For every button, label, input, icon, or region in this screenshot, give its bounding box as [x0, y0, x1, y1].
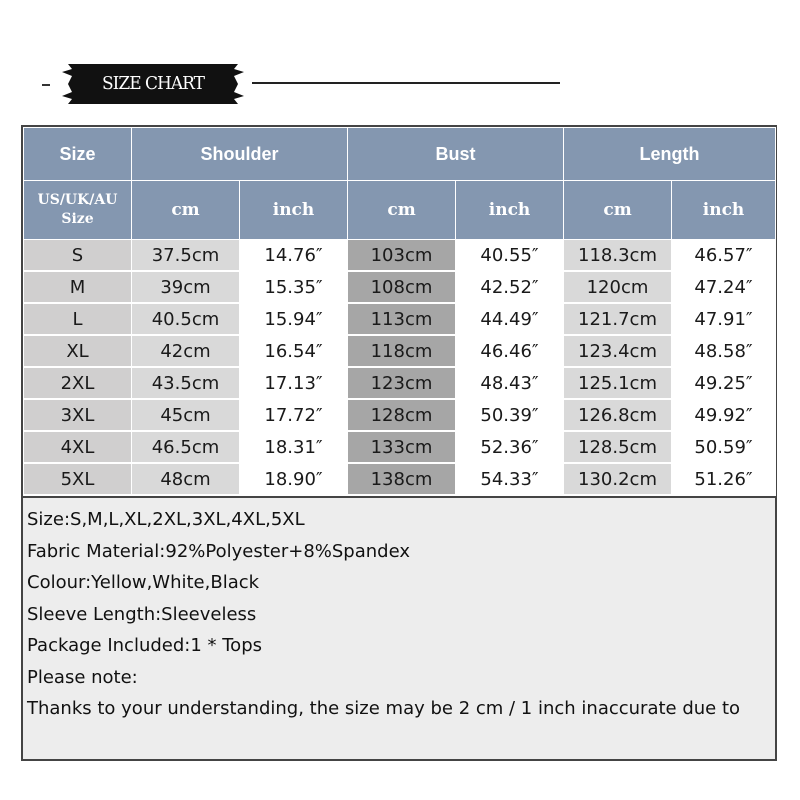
cell-length-inch: 46.57″: [672, 240, 776, 272]
header-length: Length: [564, 128, 776, 181]
cell-shoulder-inch: 18.90″: [240, 463, 348, 495]
cell-bust-inch: 40.55″: [456, 240, 564, 272]
cell-bust-inch: 46.46″: [456, 335, 564, 367]
cell-shoulder-inch: 18.31″: [240, 431, 348, 463]
cell-shoulder-cm: 46.5cm: [132, 431, 240, 463]
cell-shoulder-cm: 39cm: [132, 271, 240, 303]
cell-length-cm: 120cm: [564, 271, 672, 303]
table-row: [24, 463, 776, 495]
banner-rule: [252, 82, 560, 84]
note-line: Fabric Material:92%Polyester+8%Spandex: [27, 540, 411, 562]
cell-length-cm: 128.5cm: [564, 431, 672, 463]
header-bust: Bust: [348, 128, 564, 181]
table-row: [24, 399, 776, 431]
cell-shoulder-cm: 48cm: [132, 463, 240, 495]
cell-length-inch: 50.59″: [672, 431, 776, 463]
cell-shoulder-cm: 42cm: [132, 335, 240, 367]
cell-bust-inch: 44.49″: [456, 303, 564, 335]
cell-length-inch: 51.26″: [672, 463, 776, 495]
cell-length-inch: 48.58″: [672, 335, 776, 367]
cell-bust-cm: 118cm: [348, 335, 456, 367]
note-line: Sleeve Length:Sleeveless: [27, 603, 257, 625]
size-chart-title: SIZE CHART: [102, 73, 204, 95]
header-shoulder-cm: cm: [132, 181, 240, 240]
table-row: [24, 271, 776, 303]
cell-bust-inch: 54.33″: [456, 463, 564, 495]
cell-size: 5XL: [24, 463, 132, 495]
cell-shoulder-inch: 14.76″: [240, 240, 348, 272]
cell-length-inch: 47.91″: [672, 303, 776, 335]
cell-length-cm: 130.2cm: [564, 463, 672, 495]
cell-size: XL: [24, 335, 132, 367]
cell-shoulder-cm: 37.5cm: [132, 240, 240, 272]
header-length-inch: inch: [672, 181, 776, 240]
cell-length-cm: 125.1cm: [564, 367, 672, 399]
cell-bust-cm: 138cm: [348, 463, 456, 495]
header-shoulder-inch: inch: [240, 181, 348, 240]
header-size-region-line2: Size: [61, 211, 94, 227]
cell-shoulder-inch: 17.13″: [240, 367, 348, 399]
table-row: [24, 303, 776, 335]
table-row: [24, 431, 776, 463]
cell-length-cm: 118.3cm: [564, 240, 672, 272]
note-line: Package Included:1 * Tops: [27, 635, 262, 656]
cell-bust-cm: 133cm: [348, 431, 456, 463]
cell-shoulder-inch: 17.72″: [240, 399, 348, 431]
table-row: [24, 335, 776, 367]
cell-length-cm: 121.7cm: [564, 303, 672, 335]
cell-length-inch: 49.25″: [672, 367, 776, 399]
cell-bust-inch: 42.52″: [456, 271, 564, 303]
header-length-cm: cm: [564, 181, 672, 240]
banner-dash: [42, 84, 50, 86]
cell-shoulder-cm: 45cm: [132, 399, 240, 431]
banner-tab: [58, 64, 248, 104]
cell-size: 2XL: [24, 367, 132, 399]
cell-size: S: [24, 240, 132, 272]
note-line: Please note:: [27, 666, 138, 688]
cell-shoulder-cm: 43.5cm: [132, 367, 240, 399]
size-chart-table: [21, 125, 777, 761]
cell-length-inch: 49.92″: [672, 399, 776, 431]
cell-bust-cm: 123cm: [348, 367, 456, 399]
header-size: Size: [24, 128, 132, 181]
cell-shoulder-cm: 40.5cm: [132, 303, 240, 335]
header-size-region: [24, 181, 132, 240]
cell-length-inch: 47.24″: [672, 271, 776, 303]
table-row: [24, 240, 776, 272]
product-notes: [23, 496, 775, 759]
cell-size: 4XL: [24, 431, 132, 463]
cell-bust-inch: 48.43″: [456, 367, 564, 399]
cell-bust-cm: 128cm: [348, 399, 456, 431]
header-shoulder: Shoulder: [132, 128, 348, 181]
cell-shoulder-inch: 16.54″: [240, 335, 348, 367]
header-size-region-line1: US/UK/AU: [37, 192, 118, 208]
cell-length-cm: 123.4cm: [564, 335, 672, 367]
note-line: Thanks to your understanding, the size may be 2 cm / 1 inch inaccurate due to: [27, 698, 741, 719]
header-bust-inch: inch: [456, 181, 564, 240]
cell-shoulder-inch: 15.35″: [240, 271, 348, 303]
note-line: Colour:Yellow,White,Black: [27, 572, 260, 593]
header-bust-cm: cm: [348, 181, 456, 240]
cell-size: 3XL: [24, 399, 132, 431]
size-chart-banner: [0, 60, 800, 110]
unit-header-row: [24, 181, 776, 240]
cell-length-cm: 126.8cm: [564, 399, 672, 431]
cell-bust-cm: 108cm: [348, 271, 456, 303]
table-row: [24, 367, 776, 399]
cell-bust-cm: 103cm: [348, 240, 456, 272]
group-header-row: [24, 128, 776, 181]
cell-bust-inch: 52.36″: [456, 431, 564, 463]
note-line: Size:S,M,L,XL,2XL,3XL,4XL,5XL: [27, 509, 305, 530]
cell-shoulder-inch: 15.94″: [240, 303, 348, 335]
cell-bust-inch: 50.39″: [456, 399, 564, 431]
cell-bust-cm: 113cm: [348, 303, 456, 335]
cell-size: L: [24, 303, 132, 335]
cell-size: M: [24, 271, 132, 303]
